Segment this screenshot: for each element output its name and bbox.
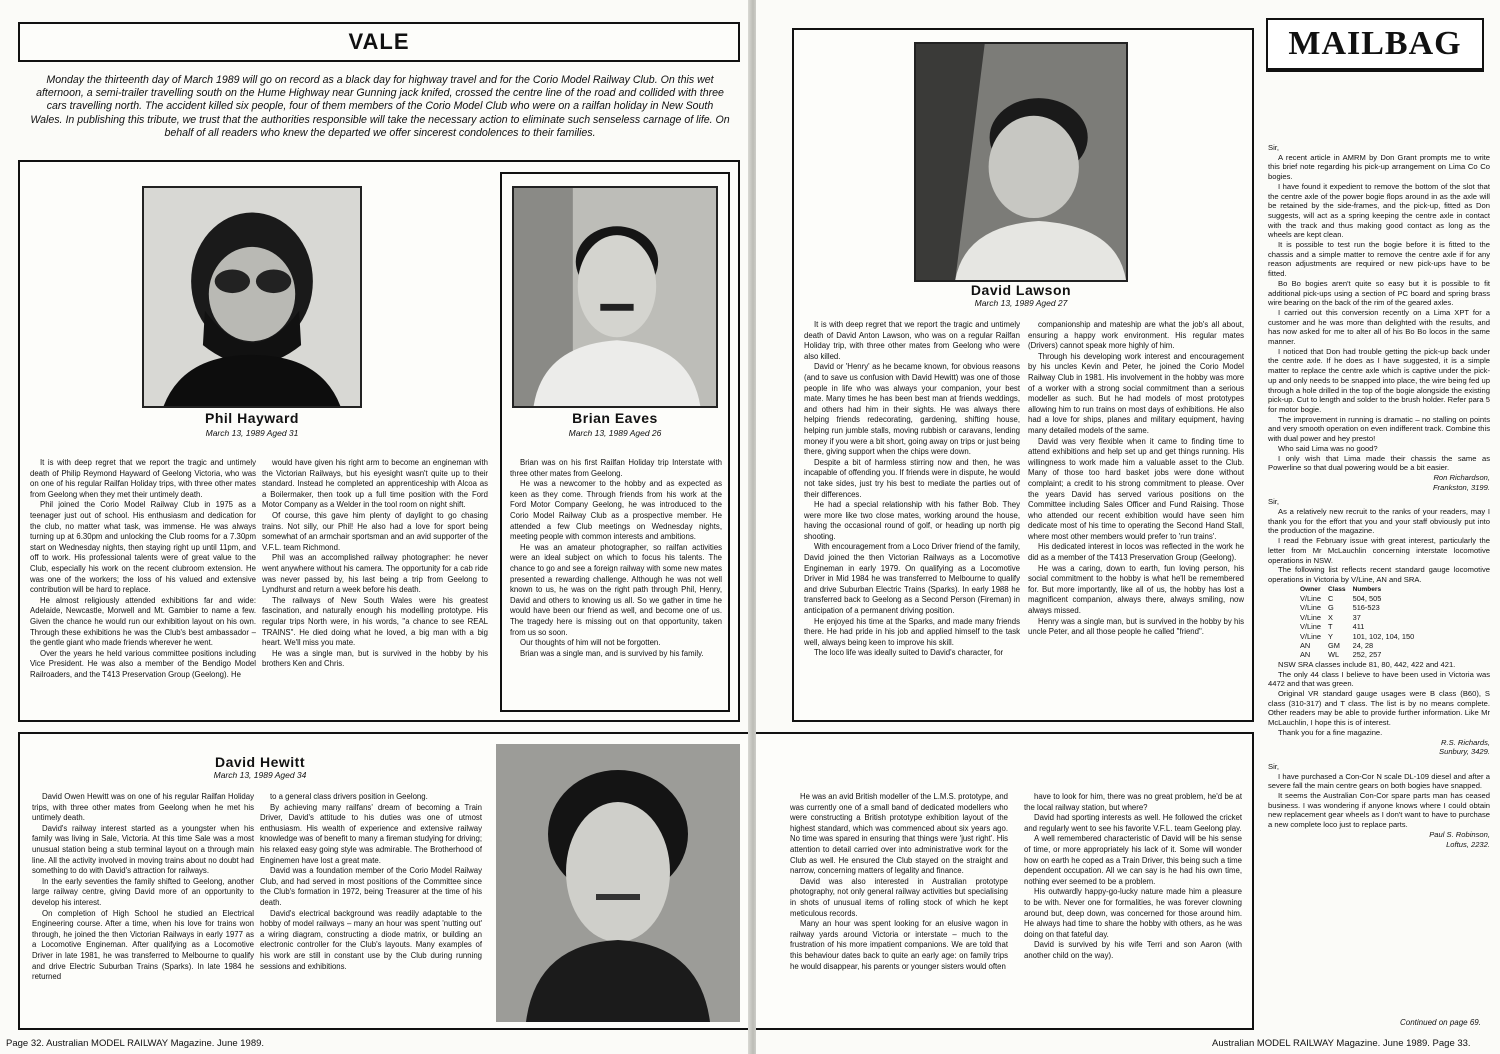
paragraph: Through his developing work interest and encouragement by his uncles Kevin and Peter, he joined the Corio Model Railway Club in 1981. His involvement in the hobby was more of a worker with a strong social commitment than a serious modeller as such. But he had models of most prototypes allowing him to run trains on most days of exhibitions. He also had a love for ships, planes and military equipment, having many detailed models of the same. [1028,351,1244,435]
table-cell: C [1327,594,1334,604]
paragraph: Bo Bo bogies aren't quite so easy but it is possible to fit additional pick-ups using a section of PC board and spring brass wire bearing on the back of the rim of the geared axles. [1268,278,1490,308]
letter-1-location: Frankston, 3199. [1433,482,1490,492]
table-header-row [1300,585,1421,594]
letter-3-salutation: Sir, [1268,761,1279,771]
paragraph: Henry was a single man, but is survived in the hobby by his uncle Peter, and all those people he called "friend". [1028,616,1244,637]
hewitt-column-2 [260,792,482,1024]
paragraph: He almost religiously attended exhibitions far and wide: Adelaide, Newcastle, Morwell and Mt. Gambier to name a few. Given the chance he would run our exhibition layout on his own. Through these exhibitions he was the Club's best ambassador – the gentle giant who made friends wherever he went. [30,595,256,648]
table-row [1300,650,1421,659]
table-row [1300,603,1421,612]
hayward-date: March 13, 1989 Aged 31 [205,428,299,438]
table-cell: AN [1300,641,1311,651]
mailbag-title: MAILBAG [1266,18,1484,70]
paragraph: He had a special relationship with his father Bob. They were more like two close mates, working around the house, having the occasional round of golf, or heading up north pig shooting. [804,500,1020,541]
paragraph: The only 44 class I believe to have been used in Victoria was 4472 and that was green. [1268,669,1490,689]
table-header: Owner [1300,585,1321,593]
paragraph: Of course, this gave him plenty of daylight to go chasing trains. Not silly, our Phil! He also had a love for sport being somewhat of an armchair sportsman and an avid supporter of the V.F.L. team Richmond. [262,510,488,552]
paragraph: A well remembered characteristic of David will be his sense of time, or more appropriately his lack of it. Some will wonder how on earth he coped as a Train Driver, this being such a time dependent occupation. All we can say is he had his own time, nothing ever seemed to be a problem. [1024,834,1242,886]
paragraph: Thank you for a fine magazine. [1278,727,1383,737]
table-cell: X [1327,612,1333,622]
right-footer: Australian MODEL RAILWAY Magazine. June 1989. Page 33. [1212,1038,1471,1049]
letter-1-signature: Ron Richardson, [1433,472,1490,482]
table-row [1300,594,1421,603]
table-cell: 24, 28 [1352,641,1374,651]
table-header: Numbers [1352,585,1382,593]
table-cell: 504, 505 [1352,594,1382,604]
paragraph: David's railway interest started as a youngster when his family was living in Sale, Victoria. At this time Sale was a most unusual station being a stub terminal layout on a through main line. All the activity involved in moving trains about no doubt had something to do with David's attraction for railways. [32,823,254,876]
hayward-column-2 [262,458,488,708]
lawson-column-1 [804,320,1020,712]
paragraph: It is with deep regret that we report the tragic and untimely death of David Anton Lawson, who was on a regular Railfan Holiday trip, with three other mates from Geelong who were also killed. [804,320,1020,361]
loco-table [1300,585,1421,660]
lawson-column-2 [1028,320,1244,712]
page-title: VALE [348,29,410,54]
table-cell: V/Line [1300,603,1321,613]
mailbag-rule [1266,70,1484,72]
paragraph: Brian was a single man, and is survived by his family. [520,648,704,658]
paragraph: Over the years he held various committee positions including Vice President. He was also a member of the Bendigo Model Railroaders, and the T413 Preservation Group (Geelong). He [30,648,256,679]
eaves-column [510,458,722,702]
table-cell: V/Line [1300,594,1321,604]
table-cell: WL [1327,650,1340,660]
paragraph: David had sporting interests as well. He followed the cricket and regularly went to see his favorite V.F.L. team Geelong play. [1024,813,1242,833]
table-cell: Y [1327,631,1333,641]
paragraph: His outwardly happy-go-lucky nature made him a pleasure to be with. Never one for formalities, he was forever clowning around but, deep down, was concerned for those around him. He always had time to share the hobby with others, as he was doing on that fateful day. [1024,887,1242,939]
lawson-name: David Lawson [970,282,1072,298]
paragraph: Phil was an accomplished railway photographer: he never went anywhere without his camera. The opportunity for a cab ride was never passed by, his last being a trip from Geelong to Lyndhurst and return a week before his death. [262,553,488,595]
paragraph: Who said Lima was no good? [1278,443,1378,453]
paragraph: to a general class drivers position in Geelong. [270,792,428,801]
table-row [1300,632,1421,641]
paragraph: David or 'Henry' as he became known, for obvious reasons (and to save us confusion with David Hewitt) was one of those people in life who was always your companion, your best mate. Many times he has been best man at friends weddings, and others had him in their sights. He was always there helping friends redecorating, gardening, shifting house, helping run jumble stalls, moving rubbish or caravans, lending money if you were a bit short, going away on trips or just being there, giving support when the chips were down. [804,362,1020,457]
paragraph: The loco life was ideally suited to David's character, for [814,648,1004,658]
hewitt-continued-box [756,732,1254,1030]
paragraph: NSW SRA classes include 81, 80, 442, 422 and 421. [1278,659,1456,669]
table-cell: 516-523 [1352,603,1380,613]
paragraph: He was an amateur photographer, so railfan activities were an ideal subject on which to focus his talents. The chance to go and see a foreign railway with some new mates presented a rewarding challenge. Although he was not well known to us, he was on the right path through Phil, Henry, David and others to knowing us all. So we gather in time he would have been our friend as well, and become one of us. The tragedy here is missing out on that opportunity, taken from us so soon. [510,542,722,637]
paragraph: By achieving many railfans' dream of becoming a Train Driver, David's attitude to his duties was one of utmost enthusiasm. His wealth of experience and extensive railway knowledge was of benefit to many a fireman studying for driving; his relaxed easy going style was admirable. The Brotherhood of Enginemen have lost a great mate. [260,802,482,865]
paragraph: The railways of New South Wales were his greatest fascination, and naturally enough his modelling prototype. His regular trips North were, in his words, "a chance to see REAL TRAINS". He died doing what he loved, a big man with a big heart. We'll miss you mate. [262,595,488,648]
paragraph: I have found it expedient to remove the bottom of the slot that the centre axle of the power bogie flops around in as the axle will be retained by the side-frames, and the pick-up, fitted as Don suggests, will act as a spring keeping the centre axle in contact with the track and thus making good contact as long as the wheels are kept clean. [1268,181,1490,240]
letter-1-salutation: Sir, [1268,143,1279,152]
hewitt-name: David Hewitt [214,754,305,770]
paragraph: David was also interested in Australian prototype photography, not only general railway activities but specialising in shots of unusual items of rolling stock of which he kept meticulous records. [790,876,1008,918]
paragraph: On completion of High School he studied an Electrical Engineering course. After a time, when his love for trains won through, he joined the then Victorian Railways in early 1977 as a Locomotive Engineman. After qualifying as a Locomotive Driver in late 1981, he was transferred to Melbourne to qualify and drive Electric Suburban Trains (Sparks). In late 1984 he returned [32,908,254,982]
left-footer: Page 32. Australian MODEL RAILWAY Magazine. June 1989. [6,1038,265,1049]
paragraph: David is survived by his wife Terri and son Aaron (with another child on the way). [1024,940,1242,960]
paragraph: It seems the Australian Con-Cor spare parts man has ceased business. I was wondering if anyone knows where I could obtain new replacement gear wheels as I don't want to have to purchase a new complete loco just to replace parts. [1268,791,1490,830]
table-cell: T [1327,622,1333,632]
paragraph: He was a single man, but is survived in the hobby by his brothers Ken and Chris. [262,648,488,669]
paragraph: I have purchased a Con-Cor N scale DL-109 diesel and after a severe fall the main centre gears on both bogies have snapped. [1268,771,1490,791]
paragraph: He enjoyed his time at the Sparks, and made many friends there. He had pride in his job and applied himself to the task well, always being keen to improve his skill. [804,616,1020,647]
paragraph: With encouragement from a Loco Driver friend of the family, David joined the then Victorian Railways as a Locomotive Engineman in early 1979. On qualifying as a Locomotive Driver in Mid 1984 he was transferred to Melbourne to qualify and drive Suburban Electric Trains (Sparks). In early 1988 he transferred back to Geelong as a Second Person (Fireman) in anticipation of a permanent driving position. [804,542,1020,616]
lawson-box [792,28,1254,722]
paragraph: David was very flexible when it came to finding time to attend exhibitions and help set up and get things running. His willingness to work made him a valuable asset to the Club. Many of those too hard basket jobs were done without complaint; a credit to his strong commitment to please. Over the years David has served various positions on the Committee including Sales Officer and Fund Raising. Those who attended our recent exhibition would have seen him dedicate most of his time to operating the Second Hand Stall, where most other members would prefer to 'run trains'. [1028,436,1244,541]
vale-header [18,22,740,62]
paragraph: He was an avid British modeller of the L.M.S. prototype, and was currently one of a small band of dedicated modellers who were constructing a British prototype exhibition layout of the highest standard, which was commenced about six years ago. No time was spared in ensuring that things were 'just right'. His attention to detail carried over into administrative work for the Club as well. He ensured the Club stayed on the straight and narrow, concerning matters of legality and finance. [790,792,1008,876]
hayward-column-1 [30,458,256,708]
paragraph: Many an hour was spent looking for an elusive wagon in railway yards around Victoria or interstate – much to the frustration of his more impatient companions. We are told that this behaviour dates back to quite an early age: on family trips he would disappear, his parents or younger sisters would often [790,919,1008,971]
eaves-photo [512,186,718,408]
paragraph: He was a caring, down to earth, fun loving person, his social commitment to the hobby is what he'll be remembered for. But more importantly, like all of us, the hobby has lost a magnificent companion, always there, always smiling, now always missed. [1028,563,1244,616]
letter-2-salutation: Sir, [1268,497,1279,507]
table-header: Class [1327,585,1346,593]
eaves-name: Brian Eaves [572,410,658,426]
hewitt-continued-column-2 [1024,792,1242,1024]
letter-2-location: Sunbury, 3429. [1439,747,1490,757]
lawson-photo [914,42,1128,282]
paragraph: He was a newcomer to the hobby and as expected as keen as they come. Through friends from his work at the Ford Motor Company Geelong, he was introduced to the Corio Model Railway Club as a prospective member. He attended a few Club meetings on Wednesday nights, meeting people with common interests and ambitions. [510,479,722,542]
table-cell: G [1327,603,1334,613]
continued-note: Continued on page 69. [1400,1018,1481,1027]
paragraph: Phil joined the Corio Model Railway Club in 1975 as a teenager just out of school. His enthusiasm and dedication for the club, no matter what task, was immense. He was always turning up at 6.30pm and unlocking the Club rooms for a 7.30pm start on Wednesday nights, then staying right up until 11pm, and off to work. His professional talents were of great value to the Club, especially his work on the recent clubroom extension. He was one of the workers; the loss of his valued and extensive contribution will be hard to replace. [30,500,256,595]
eaves-date: March 13, 1989 Aged 26 [568,428,662,438]
paragraph: A recent article in AMRM by Don Grant prompts me to write this brief note regarding his pick-up arrangement on Lima Co Co bogies. [1268,152,1490,182]
paragraph: I only wish that Lima made their chassis the same as Powerline so that dual powering would be a bit easier. [1268,453,1490,473]
paragraph: would have given his right arm to become an engineman with the Victorian Railways, but his eyesight wasn't quite up to their standard. Instead he completed an apprenticeship with Alcoa as a Boilermaker, then took up a full time position with the Ford Motor Company as a Welder in the tool room on night shift. [262,458,488,510]
lawson-date: March 13, 1989 Aged 27 [974,298,1068,308]
paragraph: companionship and mateship are what the job's all about, ensuring a happy work environment. His regular mates (Drivers) cannot speak more highly of him. [1028,320,1244,351]
table-cell: V/Line [1300,631,1321,641]
eaves-box [500,172,730,712]
paragraph: have to look for him, there was no great problem, he'd be at the local railway station, but where? [1024,792,1242,812]
letter-3-location: Loftus, 2232. [1446,839,1490,849]
paragraph: In the early seventies the family shifted to Geelong, another large railway centre, giving David more of an opportunity to develop his interest. [32,876,254,907]
paragraph: The following list reflects recent standard gauge locomotive operations in Victoria by V/Line, AN and SRA. [1268,565,1490,584]
hayward-name: Phil Hayward [205,410,299,426]
hayward-photo [142,186,362,408]
table-cell: AN [1300,650,1311,660]
hewitt-box [18,732,748,1030]
paragraph: Our thoughts of him will not be forgotten. [520,638,661,648]
table-cell: GM [1327,641,1340,651]
paragraph: I read the February issue with great interest, particularly the letter from Mr McLauchlin concerning interstate locomotive operations in NSW. [1268,536,1490,565]
table-cell: 37 [1352,612,1361,622]
hewitt-date: March 13, 1989 Aged 34 [213,770,307,780]
table-row [1300,622,1421,631]
paragraph: It is possible to test run the bogie before it is fitted to the chassis and a simple matter to remove the centre axle if for any reason adjustments are required or new pick-ups have to be fitted. [1268,240,1490,279]
table-cell: 252, 257 [1352,650,1382,660]
hewitt-photo [496,744,740,1022]
table-cell: V/Line [1300,612,1321,622]
table-cell: 101, 102, 104, 150 [1352,631,1415,641]
table-cell: 411 [1352,622,1365,632]
paragraph: The improvement in running is dramatic – no stalling on points and very smooth operation on even indifferent track. Combine this with dual power and hey presto! [1268,414,1490,444]
table-row [1300,613,1421,622]
letter-2-signature: R.S. Richards, [1441,737,1490,747]
paragraph: David was a foundation member of the Corio Model Railway Club, and had served in most positions of the Committee since the Club's formation in 1972, being Treasurer at the time of his death. [260,866,482,907]
table-row [1300,641,1421,650]
mailbag-column [1268,138,1490,1028]
hewitt-column-1 [32,792,254,1024]
table-cell: V/Line [1300,622,1321,632]
paragraph: Brian was on his first Railfan Holiday trip Interstate with three other mates from Geelong. [510,458,722,478]
paragraph: Despite a bit of harmless stirring now and then, he was incapable of offending you. If friends were in dispute, he would not take sides, just try his best to mediate the parties out of their differences. [804,457,1020,499]
paragraph: I carried out this conversion recently on a Lima XPT for a customer and he was more than delighted with the results, and has now asked for me to alter all of his Bo Bo locos in the same manner. [1268,307,1490,347]
paragraph: It is with deep regret that we report the tragic and untimely death of Philip Reymond Hayward of Geelong Victoria, who was on one of his regular Railfan Holiday trips, with three other mates from Geelong when they met their untimely death. [30,458,256,499]
hewitt-continued-column-1 [790,792,1008,1024]
letter-3-signature: Paul S. Robinson, [1429,829,1490,839]
paragraph: David Owen Hewitt was on one of his regular Railfan Holiday trips, with three other mates from Geelong when he met his untimely death. [32,792,254,823]
paragraph: David's electrical background was readily adaptable to the hobby of model railways – many an hour was spent 'nutting out' a wiring diagram, constructing a diode matrix, or building an electronic controller for the Club's layouts. Many examples of his work are still in constant use by the Club during running sessions and exhibitions. [260,908,482,971]
paragraph: As a relatively new recruit to the ranks of your readers, may I thank you for the effort that you and your staff obviously put into the production of the magazine. [1268,507,1490,536]
paragraph: Original VR standard gauge usages were B class (B60), S class (310-317) and T class. The list is by no means complete. Other readers may be able to provide further information. Like Mr McLauchlin, I hope this is of interest. [1268,689,1490,728]
paragraph: I noticed that Don had trouble getting the pick-up back under the centre axle. If he does as I have suggested, it is a simple matter to replace the centre axle which is captive under the pick-up and only needs to be snapped into place, the wire being fed up through a hole drilled in the top of the bogie alongside the existing pick-up. Cut to length and solder to the brush holder. Refer para 5 for motor bogie. [1268,346,1490,414]
paragraph: His dedicated interest in locos was reflected in the work he did as a member of the T413 Preservation Group (Geelong). [1028,542,1244,563]
intro-text: Monday the thirteenth day of March 1989 will go on record as a black day for highway travel and for the Corio Model Railway Club. On this wet afternoon, a semi-trailer travelling south on the Hume Highway near Gunning jack knifed, crossed the centre line of the road and collided with three cars travelling north. The accident killed six people, four of them members of the Corio Model Club who were on a railfan holiday in New South Wales. In publishing this tribute, we trust that the authorities responsible will take the necessary action to eliminate such senseless carnage of life. On behalf of all readers who knew the departed we offer sincerest condolences to their families. [30,74,730,139]
